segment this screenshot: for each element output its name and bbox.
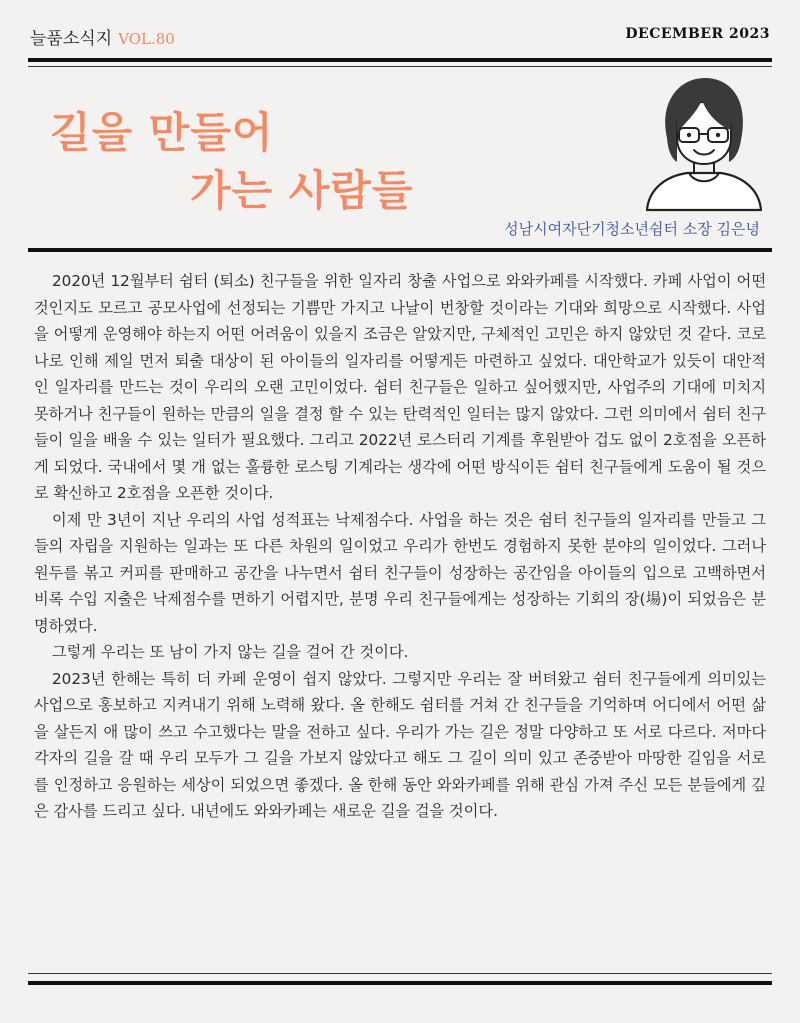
headline-line-2: 가는 사람들 [190,166,414,215]
headline-line-1: 길을 만들어 [50,108,274,157]
issue-date: DECEMBER 2023 [625,26,770,42]
paragraph-4: 2023년 한해는 특히 더 카페 운영이 쉽지 않았다. 그렇지만 우리는 잘 버텨왔고 쉼터 친구들에게 의미있는 사업으로 홍보하고 지켜내기 위해 노력해 왔다. 올 한해도 쉼터를 거쳐 간 친구들을 기억하며 어디에서 어떤 삶을 살든지 애 많이 쓰고 수고했다는 말을 전하고 싶다. 우리가 가는 길은 정말 다양하고 또 서로 다르다. 저마다 각자의 길을 갈 때 우리 모두가 그 길을 가보지 않았다고 해도 그 길이 의미 있고 존중받아 마땅한 길임을 서로를 인정하고 응원하는 세상이 되었으면 좋겠다. 올 한해 동안 와와카페를 위해 관심 가져 주신 모든 분들에게 깊은 감사를 드리고 싶다. 내년에도 와와카페는 새로운 길을 걸을 것이다. [34,669,766,820]
bottom-divider-thick [28,981,772,985]
publication-name [30,24,175,49]
publication-title: 늘품소식지 [30,29,113,49]
article-body [34,268,766,825]
bottom-divider-thin [28,973,772,974]
top-divider-thin [28,66,772,67]
top-divider-thick [28,58,772,62]
paragraph-3: 그렇게 우리는 또 남이 가지 않는 길을 걸어 간 것이다. [52,643,409,661]
woman-with-glasses-icon [645,72,763,212]
masthead [30,24,770,48]
header-divider [28,248,772,252]
volume-label: VOL.80 [118,30,175,48]
paragraph-2: 이제 만 3년이 지난 우리의 사업 성적표는 낙제점수다. 사업을 하는 것은 쉼터 친구들의 일자리를 만들고 그들의 자립을 지원하는 일과는 또 다른 차원의 일이었고 우리가 한번도 경험하지 못한 분야의 일이었다. 그러나 원두를 볶고 커피를 판매하고 공간을 나누면서 쉼터 친구들이 성장하는 공간임을 아이들의 입으로 고백하면서 비록 수입 지출은 낙제점수를 면하기 어렵지만, 분명 우리 친구들에게는 성장하는 기회의 장(場)이 되었음은 분명하였다. [34,510,766,635]
author-byline: 성남시여자단기청소년쉼터 소장 김은녕 [504,220,760,238]
paragraph-1: 2020년 12월부터 쉼터 (퇴소) 친구들을 위한 일자리 창출 사업으로 와와카페를 시작했다. 카페 사업이 어떤 것인지도 모르고 공모사업에 선정되는 기쁨만 가지고 나날이 번창할 것이라는 기대와 희망으로 시작했다. 사업을 어떻게 운영해야 하는지 어떤 어려움이 있을지 조금은 알았지만, 구체적인 고민은 하지 않았던 것 같다. 코로나로 인해 제일 먼저 퇴출 대상이 된 아이들의 일자리를 어떻게든 마련하고 싶었다. 대안학교가 있듯이 대안적인 일자리를 만드는 것이 우리의 오랜 고민이었다. 쉼터 친구들은 일하고 싶어했지만, 사업주의 기대에 미치지 못하거나 친구들이 원하는 만큼의 일을 결정 할 수 있는 탄력적인 일터는 많지 않았다. 그런 의미에서 쉼터 친구들이 일을 배울 수 있는 일터가 필요했다. 그리고 2022년 로스터리 기계를 후원받아 겁도 없이 2호점을 오픈하게 되었다. 국내에서 몇 개 없는 훌륭한 로스팅 기계라는 생각에 어떤 방식이든 쉼터 친구들에게 도움이 될 것으로 확신하고 2호점을 오픈한 것이다. [34,272,766,502]
